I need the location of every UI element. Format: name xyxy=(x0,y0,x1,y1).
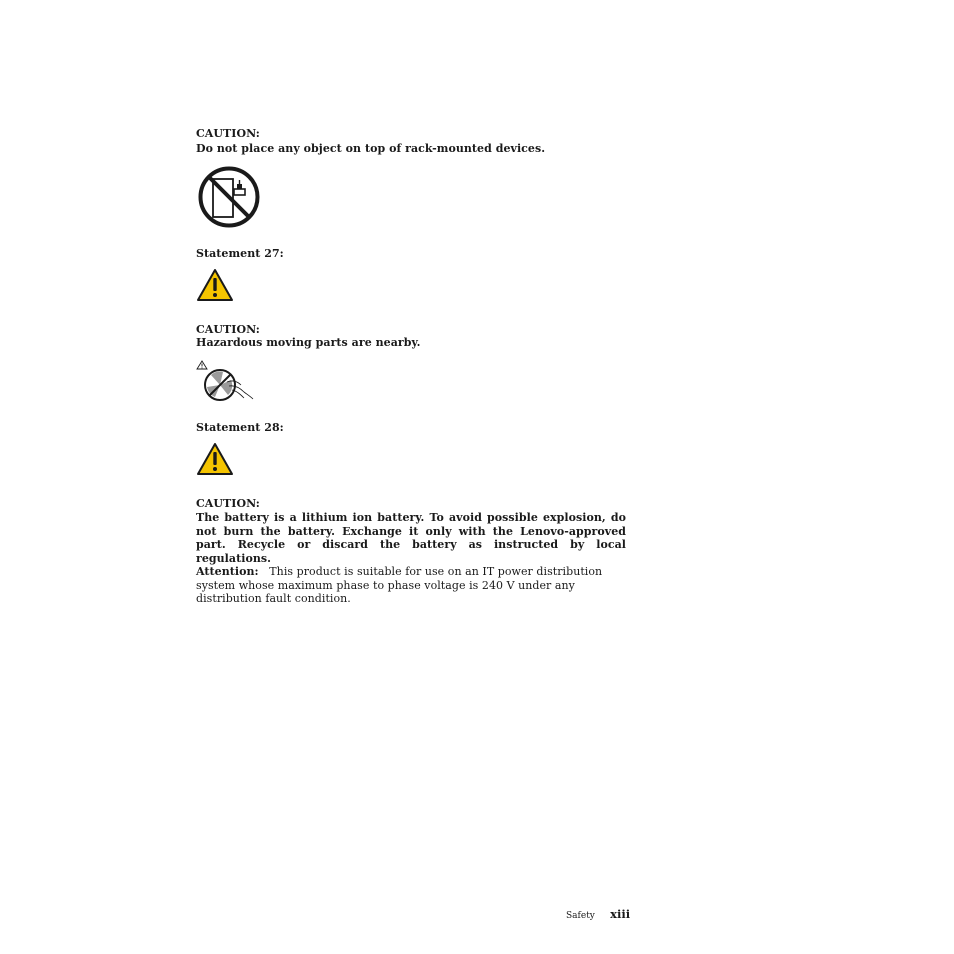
no-object-on-rack-icon xyxy=(197,165,261,229)
attention-paragraph xyxy=(196,565,626,606)
attention-text: This product is suitable for use on an IT power distribution system whose maximum phase to phase voltage is 240 V under any distribution fault condition. xyxy=(196,565,603,605)
statement-28-label: Statement 28: xyxy=(196,421,284,434)
warning-triangle-icon xyxy=(196,442,234,476)
statement-27-label: Statement 27: xyxy=(196,247,284,260)
caution-text-1: Do not place any object on top of rack-mounted devices. xyxy=(196,142,546,155)
caution-text-3: The battery is a lithium ion battery. To avoid possible explosion, do not burn the battery. Exchange it only with the Lenovo-approved part. Recycle or discard the battery as instructed by local regulations. xyxy=(196,511,626,565)
moving-parts-icon xyxy=(196,360,256,404)
caution-text-2: Hazardous moving parts are nearby. xyxy=(196,336,421,349)
attention-label: Attention: xyxy=(196,565,259,578)
caution-label-1: CAUTION: xyxy=(196,127,260,140)
warning-triangle-icon xyxy=(196,268,234,302)
page-number: xiii xyxy=(610,907,631,921)
caution-label-2: CAUTION: xyxy=(196,323,260,336)
caution-label-3: CAUTION: xyxy=(196,497,260,510)
footer-section: Safety xyxy=(566,911,595,921)
page-footer xyxy=(566,903,630,922)
